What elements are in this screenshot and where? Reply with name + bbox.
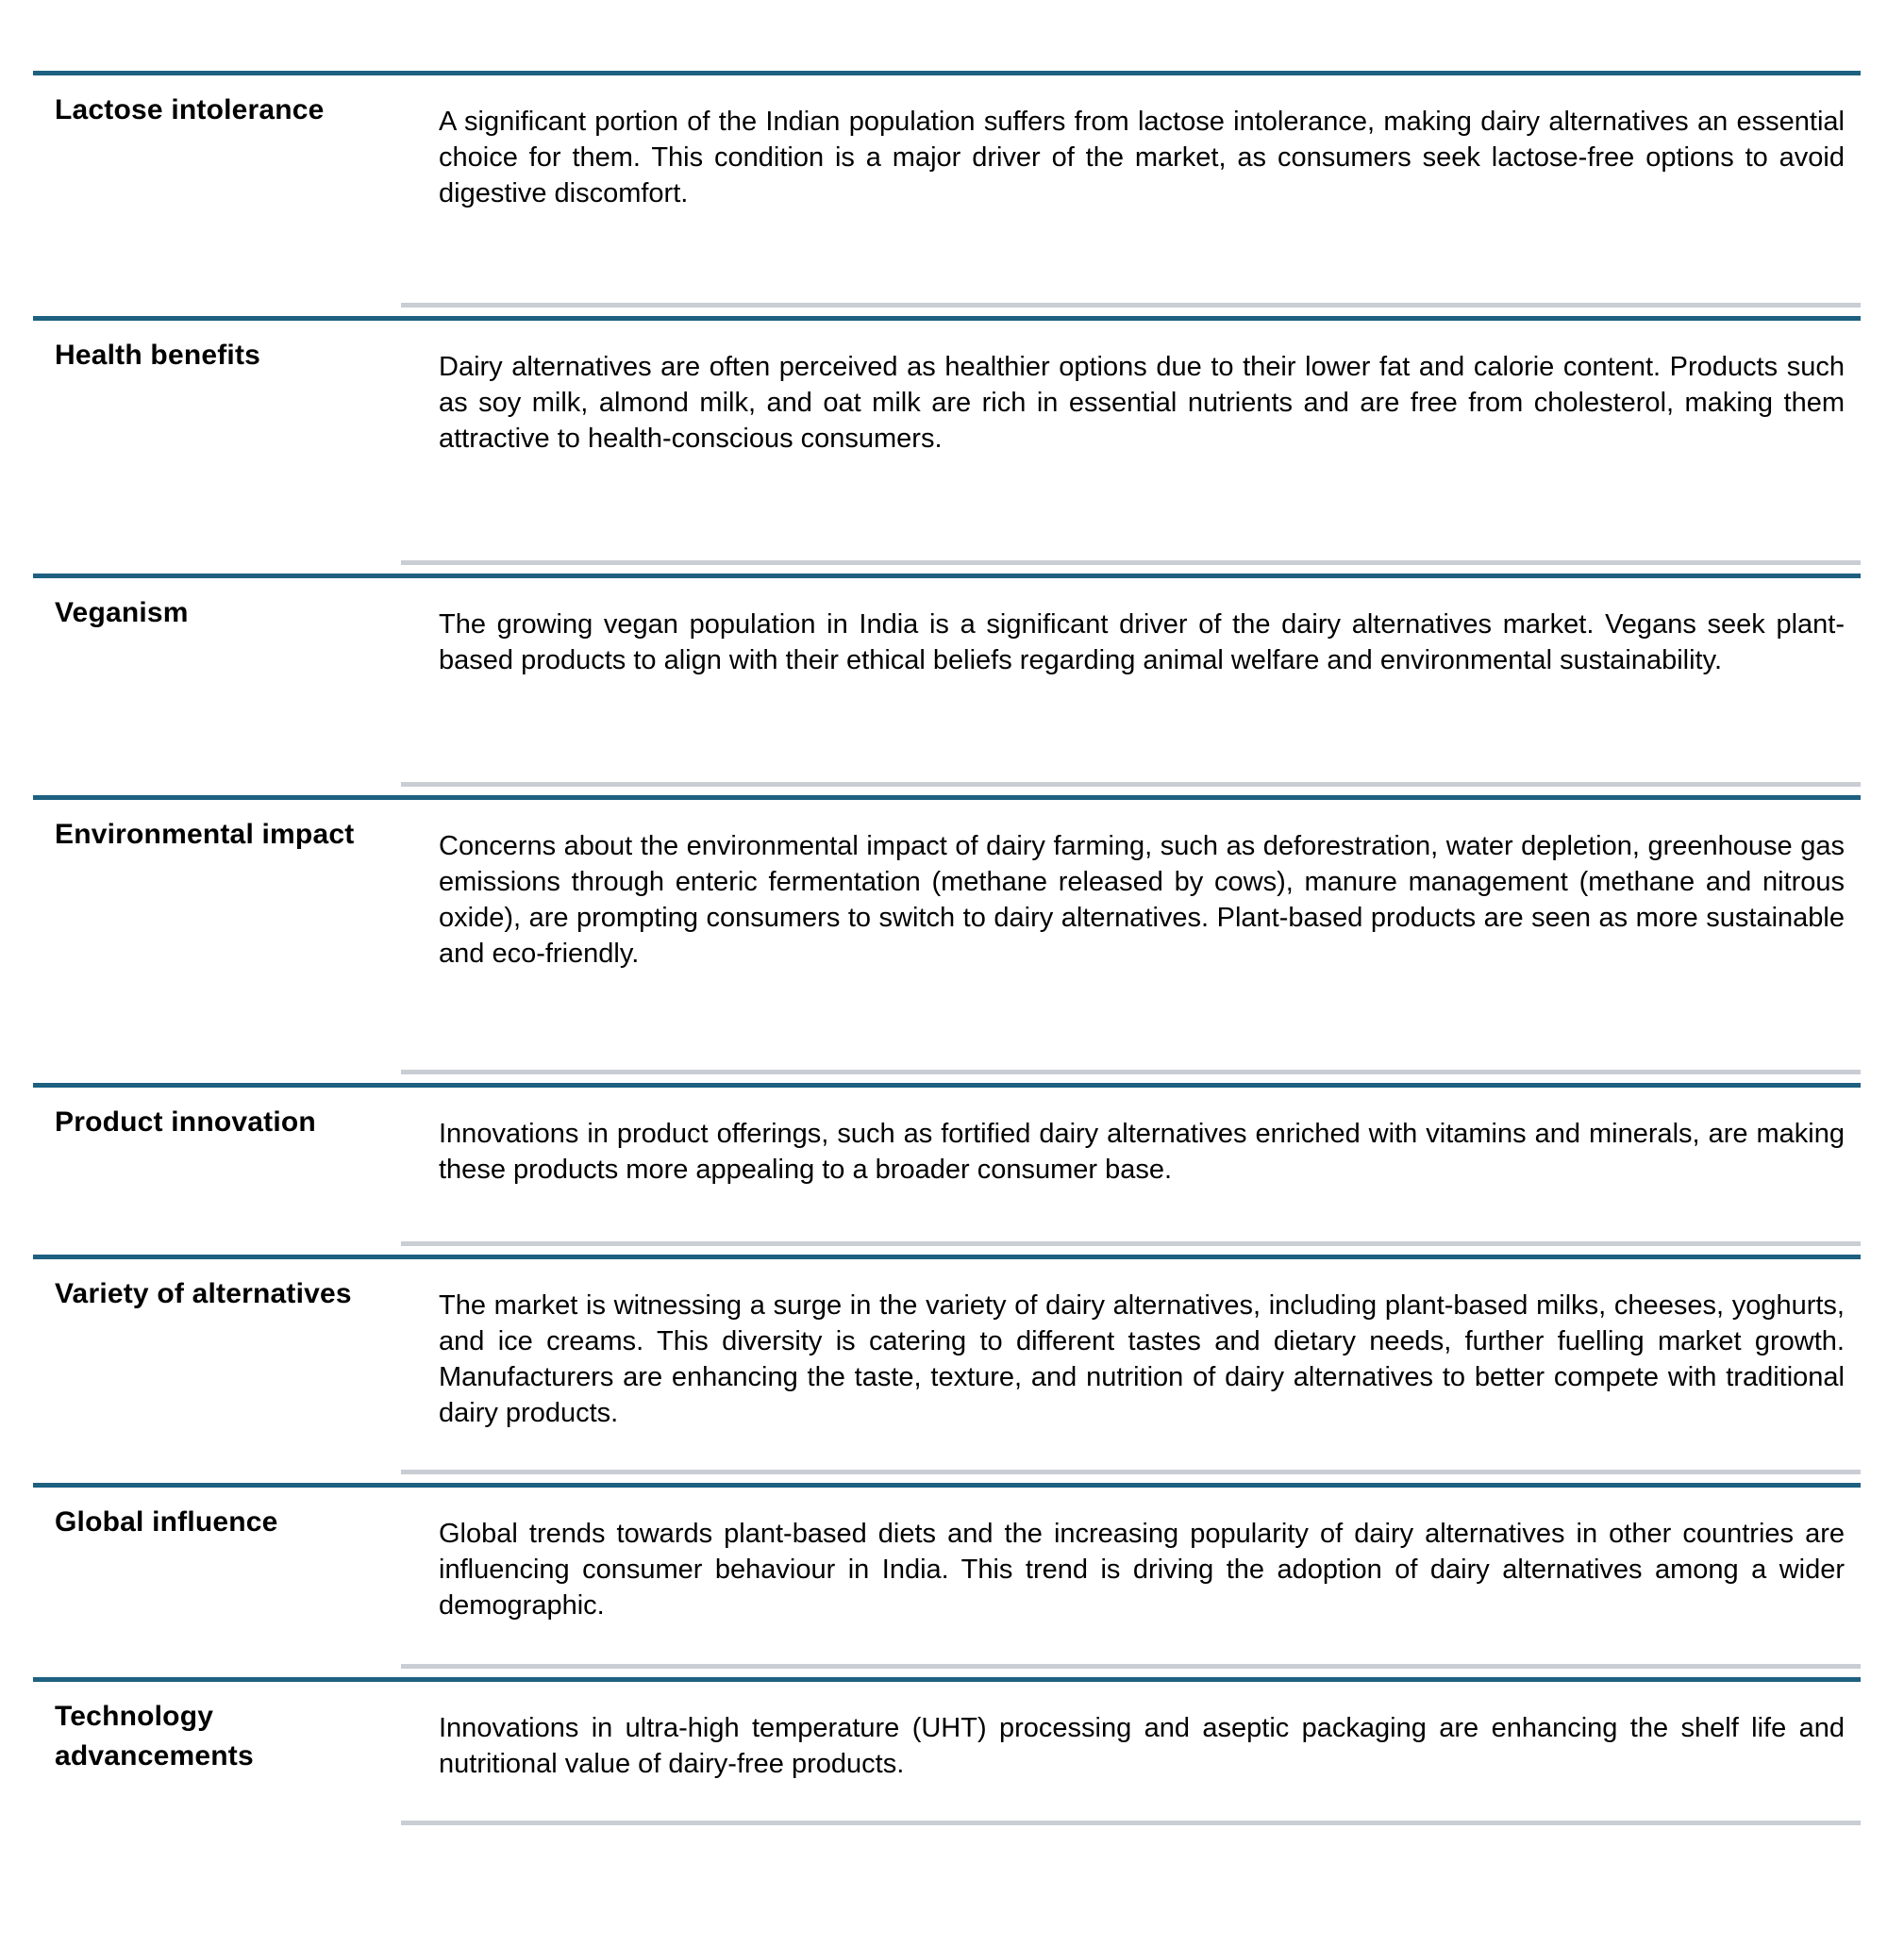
market-drivers-table (33, 71, 1861, 1834)
table-row (33, 1255, 1861, 1483)
row-heading-cell (33, 321, 401, 375)
row-heading: Veganism (55, 597, 189, 628)
row-body-text: Innovations in product offerings, such as fortified dairy alternatives enriched with vitamins and minerals, are making these products more appealing to a broader consumer base. (439, 1119, 1845, 1185)
row-heading-cell (33, 1088, 401, 1142)
divider-line (401, 1664, 1861, 1669)
row-heading: Variety of alternatives (55, 1278, 352, 1309)
row-body-cell (401, 321, 1861, 457)
row-heading-cell (33, 1682, 401, 1776)
row-heading-cell (33, 75, 401, 130)
row-heading: Technology advancements (55, 1701, 254, 1771)
row-heading: Environmental impact (55, 819, 355, 850)
table-row (33, 1483, 1861, 1677)
divider-line (401, 1241, 1861, 1246)
row-heading: Product innovation (55, 1106, 316, 1138)
table-row (33, 1677, 1861, 1834)
row-heading-cell (33, 578, 401, 633)
divider-line (401, 1070, 1861, 1074)
row-body-cell (401, 75, 1861, 211)
row-body-text: Dairy alternatives are often perceived as healthier options due to their lower fat and calorie content. Products such as soy milk, almond milk, and oat milk are rich in essential nutrients and are free from cholesterol, making them attractive to health-conscious consumers. (439, 352, 1845, 454)
divider-line (401, 1470, 1861, 1474)
divider-line (401, 1821, 1861, 1825)
row-body-cell (401, 800, 1861, 972)
row-heading-cell (33, 800, 401, 855)
row-body-cell (401, 1682, 1861, 1782)
row-body-text: Global trends towards plant-based diets and the increasing popularity of dairy alternatives in other countries are influencing consumer behaviour in India. This trend is driving the adoption of dairy alternatives among a wider demographic. (439, 1519, 1845, 1621)
row-body-text: The growing vegan population in India is a significant driver of the dairy alternatives market. Vegans seek plant-based products to align with their ethical beliefs regarding animal welfare and environmental sustainability. (439, 609, 1845, 675)
row-body-text: The market is witnessing a surge in the variety of dairy alternatives, including plant-based milks, cheeses, yoghurts, and ice creams. This diversity is catering to different tastes and dietary needs, further fuelling market growth. Manufacturers are enhancing the taste, texture, and nutrition of dairy alternatives to better compete with traditional dairy products. (439, 1290, 1845, 1428)
row-heading: Global influence (55, 1506, 278, 1538)
row-body-cell (401, 1259, 1861, 1431)
row-heading-cell (33, 1259, 401, 1314)
row-body-cell (401, 1488, 1861, 1623)
table-row (33, 574, 1861, 795)
divider-line (401, 303, 1861, 308)
row-body-cell (401, 578, 1861, 678)
table-row (33, 795, 1861, 1083)
row-body-text: A significant portion of the Indian population suffers from lactose intolerance, making dairy alternatives an essential choice for them. This condition is a major driver of the market, as consumers seek lactose-free options to avoid digestive discomfort. (439, 107, 1845, 208)
row-heading-cell (33, 1488, 401, 1542)
table-row (33, 316, 1861, 574)
row-body-text: Innovations in ultra-high temperature (UHT) processing and aseptic packaging are enhancing the shelf life and nutritional value of dairy-free products. (439, 1713, 1845, 1779)
row-body-cell (401, 1088, 1861, 1188)
table-row (33, 71, 1861, 316)
divider-line (401, 560, 1861, 565)
table-row (33, 1083, 1861, 1255)
row-body-text: Concerns about the environmental impact of dairy farming, such as deforestration, water depletion, greenhouse gas emissions through enteric fermentation (methane released by cows), manure management (methane and nitrous oxide), are prompting consumers to switch to dairy alternatives. Plant-based products are seen as more sustainable and eco-friendly. (439, 831, 1845, 969)
divider-line (401, 782, 1861, 787)
row-heading: Health benefits (55, 340, 261, 371)
row-heading: Lactose intolerance (55, 94, 325, 125)
